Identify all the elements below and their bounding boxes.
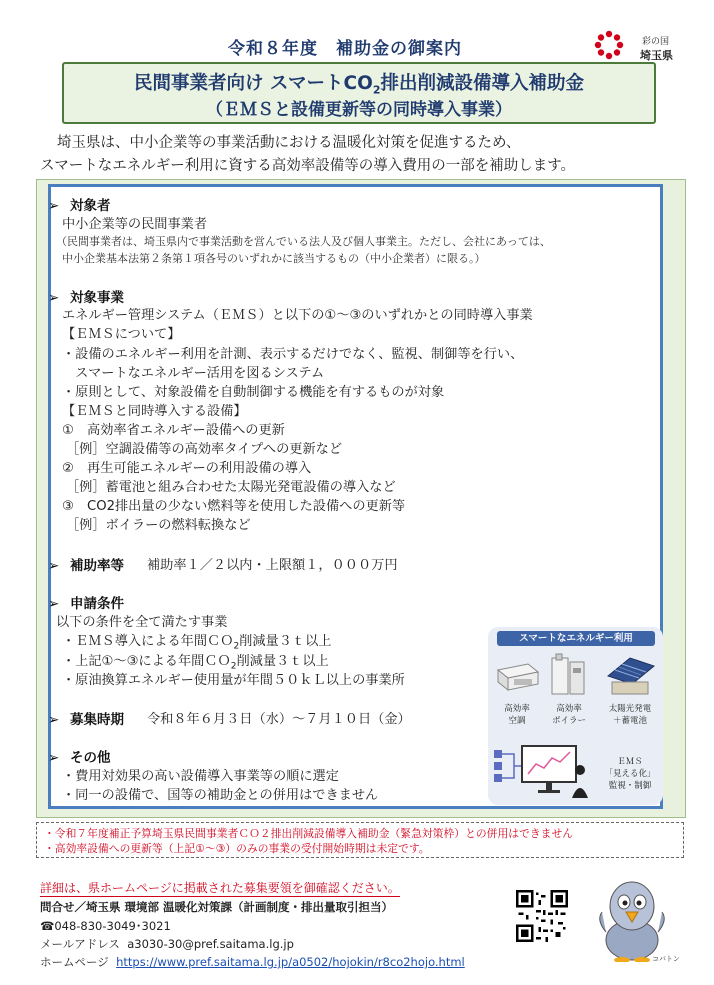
- kobaton-mascot-icon: [592, 872, 672, 962]
- conditions-line: 以下の条件を全て満たす事業: [56, 615, 228, 630]
- mail-address[interactable]: a3030-30@pref.saitama.lg.jp: [127, 937, 294, 951]
- arrow-icon: ➢: [48, 290, 60, 306]
- conditions-line: ・ＥＭＳ導入による年間ＣＯ$_2$削減量３ｔ以上: [62, 634, 332, 652]
- arrow-icon: ➢: [48, 198, 60, 214]
- detail-notice: 詳細は、県ホームページに掲載された募集要領を御確認ください。: [40, 881, 400, 895]
- project-line: ③ CO2排出量の少ない燃料等を使用した設備への更新等: [62, 499, 406, 514]
- note-line: ・令和７年度補正予算埼玉県民間事業者ＣＯ２排出削減設備導入補助金（緊急対策枠）との併用はできません: [44, 827, 574, 840]
- energy-item-label: 高効率: [556, 704, 582, 714]
- homepage-link[interactable]: https://www.pref.saitama.lg.jp/a0502/hojokin/r8co2hojo.html: [116, 955, 465, 969]
- rate-body: 補助率１／２以内・上限額１，０００万円: [147, 558, 398, 573]
- ems-label: 「見える化」: [604, 769, 656, 779]
- project-line: 【ＥＭＳと同時導入する設備】: [62, 404, 247, 419]
- target-body: 中小企業等の民間事業者: [62, 217, 208, 232]
- section-heading-project: ➢ 対象事業: [48, 290, 124, 306]
- energy-item-label: ＋蓄電池: [612, 716, 647, 726]
- mail-label: メールアドレス: [40, 937, 120, 951]
- project-line: ② 再生可能エネルギーの利用設備の導入: [62, 461, 312, 476]
- energy-item-label: 太陽光発電: [608, 704, 652, 714]
- logo-subtitle: 彩の国: [642, 37, 670, 47]
- project-line: ［例］空調設備等の高効率タイプへの更新など: [66, 442, 343, 457]
- period-body: 令和８年６月３日（水）～７月１０日（金）: [147, 712, 411, 727]
- project-line: ［例］ボイラーの燃料転換など: [66, 518, 251, 533]
- arrow-icon: ➢: [48, 750, 60, 766]
- saitama-logo: [592, 28, 702, 66]
- energy-item-label: 高効率: [504, 704, 530, 714]
- title-box: [62, 62, 656, 124]
- main-title: 民間事業者向け スマート$CO_2$排出削減設備導入補助金: [133, 73, 585, 97]
- ems-label: ＥＭＳ: [617, 757, 643, 767]
- project-line: ・設備のエネルギー利用を計測、表示するだけでなく、監視、制御等を行い、: [62, 347, 524, 362]
- target-note: 中小企業基本法第２条第１項各号のいずれかに該当するもの（中小企業者）に限る。）: [62, 252, 486, 265]
- energy-item-label: 空調: [508, 716, 526, 726]
- qr-code-icon: [516, 890, 568, 942]
- logo-name: 埼玉県: [640, 49, 673, 62]
- arrow-icon: ➢: [48, 596, 60, 612]
- conditions-line: ・上記①～③による年間ＣＯ$_2$削減量３ｔ以上: [62, 654, 329, 672]
- mail-line: [40, 936, 294, 952]
- section-heading-conditions: ➢ 申請条件: [48, 596, 124, 612]
- other-line: ・費用対効果の高い設備導入事業等の順に選定: [62, 769, 339, 784]
- header-title: 令和８年度 補助金の御案内: [228, 39, 462, 59]
- energy-panel-title: スマートなエネルギー利用: [497, 631, 655, 646]
- mascot-name: コバトン: [652, 955, 680, 963]
- intro-line: 埼玉県は、中小企業等の事業活動における温暖化対策を促進するため、: [57, 135, 521, 151]
- energy-item-label: ボイラー: [551, 716, 586, 726]
- project-line: スマートなエネルギー活用を図るシステム: [62, 366, 325, 381]
- solar-panel-icon: [602, 654, 658, 696]
- boiler-icon: [548, 652, 588, 698]
- phone-number: ☎048-830-3049･3021: [40, 919, 171, 933]
- saitama-emblem-icon: [594, 30, 624, 60]
- ems-monitor-icon: [492, 740, 592, 800]
- project-line: ① 高効率省エネルギー設備への更新: [62, 423, 285, 438]
- sub-title: （ＥＭＳと設備更新等の同時導入事業）: [206, 100, 512, 120]
- project-line: ・原則として、対象設備を自動制御する機能を有するものが対象: [62, 385, 445, 400]
- project-line: 【ＥＭＳについて】: [62, 327, 181, 342]
- note-line: ・高効率設備への更新等（上記①～③）のみの事業の受付開始時期は未定です。: [44, 842, 430, 855]
- other-line: ・同一の設備で、国等の補助金との併用はできません: [62, 788, 379, 803]
- section-heading-rate: ➢ 補助率等: [48, 558, 124, 574]
- conditions-line: ・原油換算エネルギー使用量が年間５０ｋＬ以上の事業所: [62, 673, 405, 688]
- arrow-icon: ➢: [48, 712, 60, 728]
- air-conditioner-icon: [494, 658, 540, 696]
- section-heading-period: ➢ 募集時期: [48, 712, 124, 728]
- project-line: エネルギー管理システム（ＥＭＳ）と以下の①～③のいずれかとの同時導入事業: [62, 308, 533, 323]
- section-heading-target: ➢ 対象者: [48, 198, 111, 214]
- intro-line: スマートなエネルギー利用に資する高効率設備等の導入費用の一部を補助します。: [40, 158, 576, 174]
- homepage-line: [40, 954, 465, 970]
- arrow-icon: ➢: [48, 558, 60, 574]
- contact-line: 問合せ／埼玉県 環境部 温暖化対策課（計画制度・排出量取引担当）: [40, 900, 394, 914]
- homepage-label: ホームページ: [40, 955, 109, 969]
- section-heading-other: ➢ その他: [48, 750, 111, 766]
- ems-label: 監視・制御: [608, 781, 652, 791]
- target-note: （民間事業者は、埼玉県内で事業活動を営んでいる法人及び個人事業主。ただし、会社にあっては、: [56, 235, 551, 248]
- project-line: ［例］蓄電池と組み合わせた太陽光発電設備の導入など: [66, 480, 396, 495]
